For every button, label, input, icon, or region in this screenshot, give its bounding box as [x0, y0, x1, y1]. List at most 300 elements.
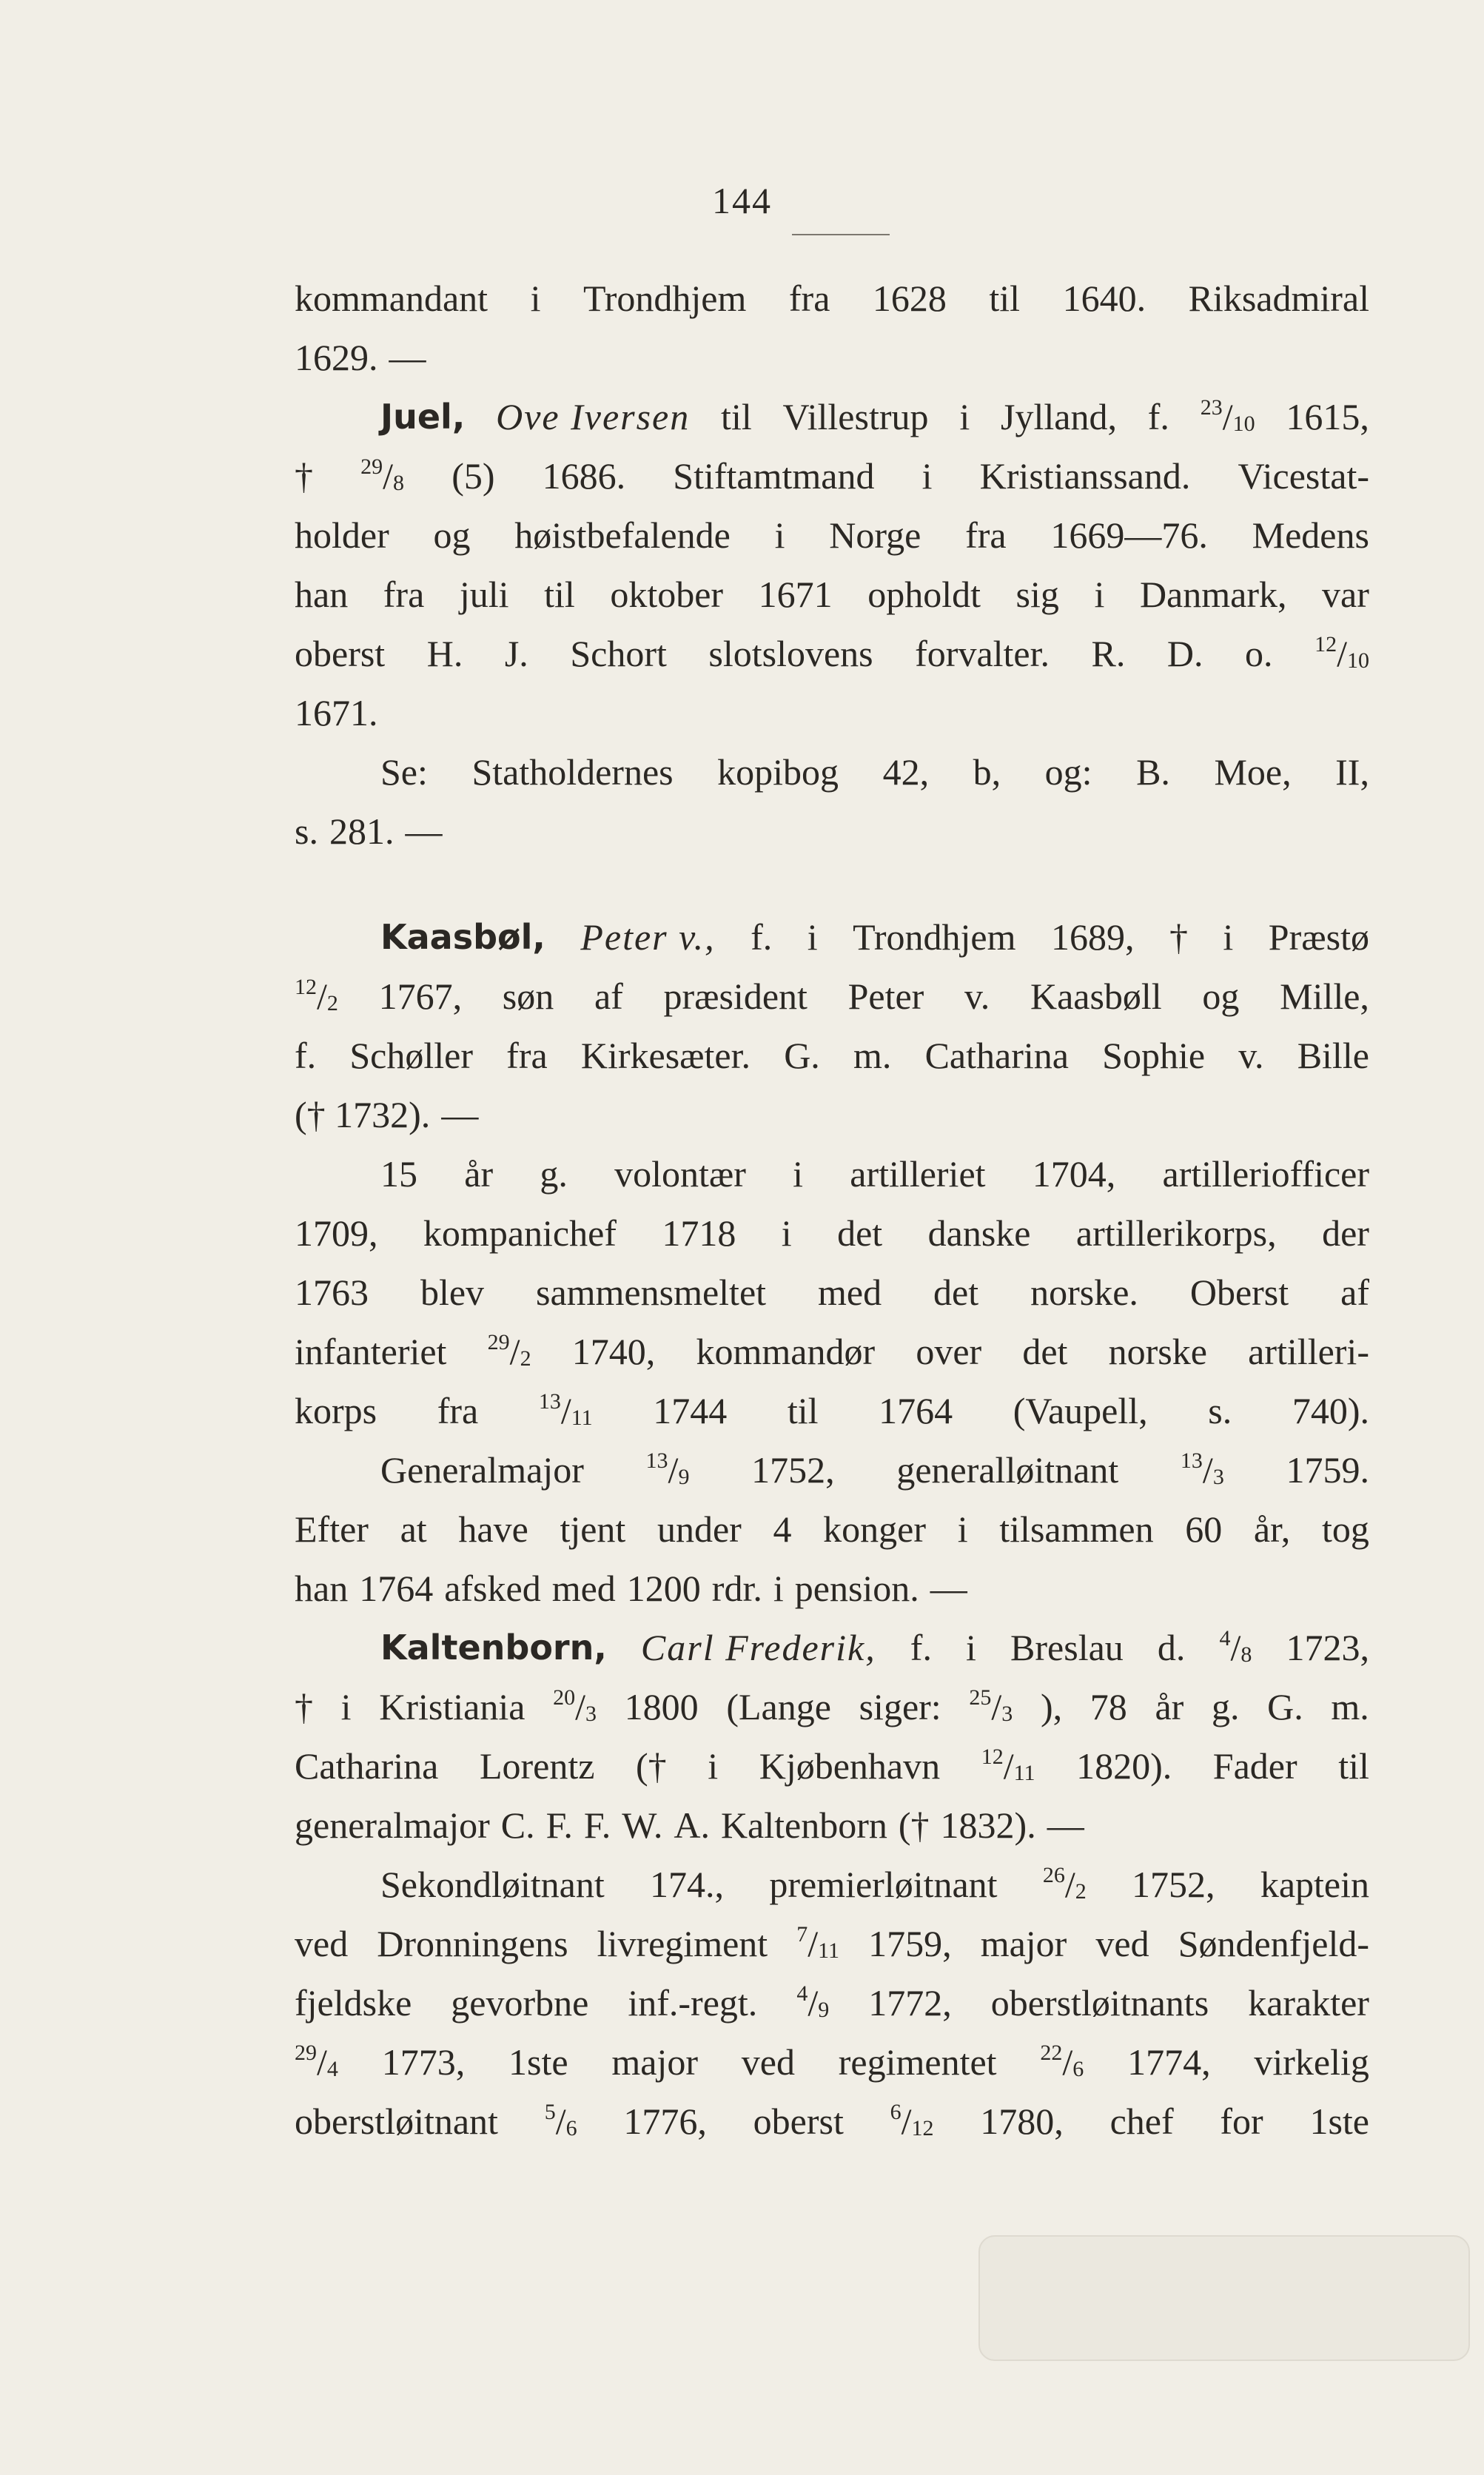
word: J. [504, 633, 528, 674]
word: han [295, 574, 349, 615]
word: 1800 [624, 1686, 699, 1727]
word: år, [1253, 1508, 1291, 1550]
word: år [464, 1153, 494, 1195]
word: inf.-regt. [628, 1982, 758, 2024]
word: artillerikorps, [1075, 1212, 1277, 1254]
date-fraction [1201, 387, 1255, 446]
text-line [295, 1796, 1369, 1855]
day-number: 6 [890, 2100, 902, 2124]
entry-given-name: Peter v., [580, 916, 716, 958]
entry-given-name: Ove Iversen [496, 396, 691, 437]
word: i [957, 1508, 968, 1550]
entry-surname: Kaltenborn, [380, 1628, 607, 1668]
word: Vicestat- [1238, 455, 1369, 497]
day-number: 20 [553, 1685, 576, 1710]
day-number: 25 [969, 1685, 992, 1710]
word: Schort [570, 633, 667, 674]
word: — [930, 1568, 967, 1609]
word: 78 [1090, 1686, 1127, 1727]
word: høistbefalende [514, 514, 731, 556]
month-number: 8 [1240, 1642, 1252, 1667]
word: C. [500, 1804, 535, 1846]
word: premierløitnant [769, 1864, 998, 1905]
text-line [295, 1618, 1369, 1677]
word: m. [1331, 1686, 1369, 1727]
word: († 1732). [295, 1094, 431, 1135]
word: under [657, 1508, 742, 1550]
word: sig [1015, 574, 1059, 615]
word: det [933, 1272, 979, 1313]
word: — [441, 1094, 479, 1135]
date-fraction [295, 2032, 338, 2092]
fraction-slash: / [1202, 1449, 1213, 1491]
word: 1671 [758, 574, 833, 615]
word: med [818, 1272, 882, 1313]
fraction-slash: / [555, 2100, 566, 2142]
word: — [389, 337, 426, 378]
word: infanteriet [295, 1331, 447, 1372]
word: major [980, 1923, 1067, 1964]
month-number: 3 [585, 1702, 597, 1726]
word: Kirkesæter. [580, 1035, 751, 1076]
fraction-slash: / [575, 1686, 585, 1727]
text-line [295, 1914, 1369, 1973]
word: Medens [1252, 514, 1369, 556]
date-fraction [1181, 1440, 1224, 1500]
word: kommandant [295, 278, 488, 319]
word: det [837, 1212, 883, 1254]
text-line [295, 1500, 1369, 1559]
word: pension. [794, 1568, 919, 1609]
word: af [594, 975, 623, 1017]
word: der [1322, 1212, 1369, 1254]
word: han [295, 1568, 349, 1609]
word: til [721, 396, 752, 437]
word: fra [965, 514, 1007, 556]
word: og [433, 514, 471, 556]
word: artilleriofficer [1162, 1153, 1369, 1195]
word: 1628 [872, 278, 947, 319]
fraction-slash: / [808, 1923, 819, 1964]
text-line [295, 2092, 1369, 2151]
fraction-slash: / [1230, 1627, 1241, 1668]
word: Catharina [924, 1035, 1069, 1076]
text-line [295, 1736, 1369, 1796]
day-number: 4 [796, 1981, 808, 2006]
text-line [295, 907, 1369, 967]
word: 1718 [662, 1212, 736, 1254]
fraction-slash: / [668, 1449, 679, 1491]
date-fraction [1315, 624, 1369, 683]
paper-stain [978, 2235, 1470, 2361]
word: Stiftamtmand [673, 455, 875, 497]
word: livregiment [597, 1923, 768, 1964]
text-line [295, 1440, 1369, 1500]
body-text [295, 269, 1369, 2151]
word: d. [1157, 1627, 1186, 1668]
text-line [295, 565, 1369, 624]
word: s. [295, 810, 318, 852]
text-line [295, 1026, 1369, 1085]
word: 60 [1185, 1508, 1223, 1550]
word: Kjøbenhavn [759, 1745, 941, 1787]
word: karakter [1248, 1982, 1369, 2024]
day-number: 4 [1219, 1626, 1231, 1650]
word: i [921, 455, 933, 497]
word: 1723, [1286, 1627, 1369, 1668]
fraction-slash: / [991, 1686, 1002, 1727]
word: kompanichef [423, 1212, 617, 1254]
day-number: 22 [1040, 2041, 1063, 2065]
word: fjeldske [295, 1982, 412, 2024]
text-line [295, 387, 1369, 446]
word: tjent [560, 1508, 626, 1550]
word: over [916, 1331, 982, 1372]
word: Villestrup [782, 396, 929, 437]
word: († [636, 1745, 667, 1787]
month-number: 9 [818, 1998, 830, 2022]
word: (Vaupell, [1013, 1390, 1148, 1431]
word: fra [437, 1390, 479, 1431]
word: præsident [663, 975, 808, 1017]
day-number: 26 [1042, 1863, 1065, 1887]
word: fra [383, 574, 425, 615]
word: gevorbne [451, 1982, 589, 2024]
fraction-slash: / [560, 1390, 571, 1431]
word: 1764 [359, 1568, 434, 1609]
word: 1780, [980, 2100, 1064, 2142]
text-line [295, 624, 1369, 683]
word: til [1338, 1745, 1369, 1787]
word: forvalter. [915, 633, 1050, 674]
word: ved [741, 2041, 795, 2083]
word: 1ste [508, 2041, 568, 2083]
word: i [807, 916, 818, 958]
word: 1689, [1050, 916, 1135, 958]
month-number: 12 [911, 2116, 934, 2140]
month-number: 10 [1346, 648, 1369, 673]
word: i [530, 278, 541, 319]
day-number: 13 [645, 1448, 668, 1473]
word: 174., [650, 1864, 725, 1905]
word: fra [506, 1035, 548, 1076]
word: Kristianssand. [979, 455, 1191, 497]
word: II, [1335, 751, 1369, 793]
word: generalmajor [295, 1804, 490, 1846]
word: 1686. [542, 455, 626, 497]
month-number: 6 [565, 2116, 577, 2140]
date-fraction [553, 1677, 597, 1736]
fraction-slash: / [509, 1331, 520, 1372]
word: 1640. [1062, 278, 1146, 319]
month-number: 6 [1072, 2057, 1084, 2081]
word: W. [622, 1804, 663, 1846]
word: Moe, [1214, 751, 1292, 793]
word: Generalmajor [380, 1449, 584, 1491]
word: 1774, [1127, 2041, 1211, 2083]
month-number: 8 [393, 471, 405, 495]
fraction-slash: / [317, 975, 327, 1017]
word: i [1223, 916, 1234, 958]
word: rdr. [711, 1568, 762, 1609]
word: 1709, [295, 1212, 378, 1254]
word: F. [583, 1804, 611, 1846]
text-line [295, 1677, 1369, 1736]
word: til [544, 574, 575, 615]
word: Riksadmiral [1188, 278, 1369, 319]
word: 4 [773, 1508, 792, 1550]
day-number: 29 [360, 454, 383, 479]
date-fraction [646, 1440, 690, 1500]
word: at [400, 1508, 427, 1550]
text-line [295, 1559, 1369, 1618]
word: 1615, [1286, 396, 1369, 437]
month-number: 3 [1001, 1702, 1013, 1726]
day-number: 29 [295, 2041, 317, 2065]
month-number: 2 [1075, 1879, 1087, 1904]
word: f. [910, 1627, 932, 1668]
text-line [295, 742, 1369, 802]
word: chef [1109, 2100, 1174, 2142]
text-line [295, 1085, 1369, 1144]
word: 1752, [751, 1449, 835, 1491]
month-number: 11 [818, 1938, 840, 1963]
text-line [295, 802, 1369, 861]
word: Breslau [1010, 1627, 1124, 1668]
word: † [295, 1686, 313, 1727]
day-number: 23 [1200, 395, 1223, 420]
word: oktober [610, 574, 724, 615]
word: holder [295, 514, 389, 556]
word: 1759. [1286, 1449, 1369, 1491]
word: v. [964, 975, 990, 1017]
date-fraction [796, 1973, 829, 2032]
month-number: 2 [326, 991, 338, 1015]
text-line [295, 1322, 1369, 1381]
word: ved [1095, 1923, 1149, 1964]
word: o. [1245, 633, 1273, 674]
text-line [295, 1263, 1369, 1322]
month-number: 11 [1013, 1761, 1035, 1785]
word: Danmark, [1139, 574, 1287, 615]
text-line [295, 1144, 1369, 1203]
word: norske. [1030, 1272, 1138, 1313]
word: oberst [295, 633, 386, 674]
word: 1773, [381, 2041, 466, 2083]
fraction-slash: / [808, 1982, 819, 2024]
word: 15 [380, 1153, 417, 1195]
word: 1704, [1032, 1153, 1116, 1195]
date-fraction [981, 1736, 1035, 1796]
word: danske [927, 1212, 1031, 1254]
day-number: 12 [1315, 632, 1337, 656]
word: i [959, 396, 970, 437]
word: og: [1044, 751, 1092, 793]
word: Norge [829, 514, 921, 556]
fraction-slash: / [383, 455, 394, 497]
word: G. [1267, 1686, 1303, 1727]
word: Peter [847, 975, 924, 1017]
word: volontær [614, 1153, 746, 1195]
word: (Lange [726, 1686, 831, 1727]
word: sammensmeltet [536, 1272, 767, 1313]
word: regimentet [838, 2041, 997, 2083]
word: Schøller [349, 1035, 473, 1076]
word: Kaasbøll [1030, 975, 1162, 1017]
word: artilleri- [1248, 1331, 1369, 1372]
word: korps [295, 1390, 377, 1431]
word: B. [1136, 751, 1170, 793]
word: til [787, 1390, 819, 1431]
fraction-slash: / [1064, 1864, 1075, 1905]
word: 1776, [623, 2100, 707, 2142]
word: blev [420, 1272, 485, 1313]
word: i [340, 1686, 352, 1727]
word: tog [1321, 1508, 1369, 1550]
word: søn [502, 975, 554, 1017]
word: 1740, [571, 1331, 656, 1372]
word: Trondhjem [582, 278, 747, 319]
word: slotslovens [708, 633, 873, 674]
day-number: 7 [796, 1922, 808, 1947]
word: 1744 [653, 1390, 728, 1431]
day-number: 5 [544, 2100, 556, 2124]
word: v. [1238, 1035, 1264, 1076]
page-number-rule [792, 234, 890, 235]
text-line [295, 446, 1369, 506]
date-fraction [969, 1677, 1013, 1736]
month-number: 11 [571, 1406, 593, 1430]
word: 1764 [879, 1390, 953, 1431]
word: 740). [1292, 1390, 1369, 1431]
word: Søndenfjeld- [1178, 1923, 1369, 1964]
word: 1669—76. [1050, 514, 1208, 556]
word: juli [459, 574, 509, 615]
word: Dronningens [377, 1923, 568, 1964]
word: fra [788, 278, 830, 319]
word: konger [823, 1508, 927, 1550]
fraction-slash: / [317, 2041, 327, 2083]
word: kopibog [717, 751, 839, 793]
word: H. [426, 633, 463, 674]
word: 1ste [1309, 2100, 1369, 2142]
word: 281. [329, 810, 394, 852]
word: oberstløitnants [990, 1982, 1209, 2024]
word: 1772, [868, 1982, 952, 2024]
word: 42, [882, 751, 930, 793]
day-number: 29 [487, 1330, 510, 1354]
word: Se: [380, 751, 428, 793]
word: († [898, 1804, 930, 1846]
month-number: 10 [1232, 412, 1255, 436]
word: opholdt [867, 574, 981, 615]
word: år [1155, 1686, 1184, 1727]
fraction-slash: / [901, 2100, 912, 2142]
word: Statholdernes [471, 751, 674, 793]
word: ved [295, 1923, 349, 1964]
word: Præstø [1268, 916, 1369, 958]
word: Mille, [1280, 975, 1369, 1017]
date-fraction [796, 1914, 839, 1973]
word: Fader [1212, 1745, 1297, 1787]
entry-surname: Juel, [380, 397, 466, 437]
word: — [405, 810, 443, 852]
word: 1832). [940, 1804, 1036, 1846]
day-number: 13 [538, 1389, 561, 1414]
date-fraction [545, 2092, 577, 2151]
word: have [458, 1508, 528, 1550]
word: tilsammen [999, 1508, 1154, 1550]
word: afsked [444, 1568, 541, 1609]
date-fraction [360, 446, 404, 506]
word: kaptein [1260, 1864, 1369, 1905]
word: Trondhjem [853, 916, 1016, 958]
text-line [295, 967, 1369, 1026]
fraction-slash: / [1337, 633, 1347, 674]
word: 1763 [295, 1272, 369, 1313]
word: 1820). [1076, 1745, 1172, 1787]
text-line [295, 1973, 1369, 2032]
word: artilleriet [850, 1153, 986, 1195]
text-line [295, 1381, 1369, 1440]
month-number: 2 [520, 1346, 531, 1371]
word: ), [1040, 1686, 1063, 1727]
text-line [295, 328, 1369, 387]
fraction-slash: / [1003, 1745, 1014, 1787]
word: D. [1166, 633, 1203, 674]
word: A. [674, 1804, 710, 1846]
page-number: 144 [712, 180, 772, 221]
word: og [1202, 975, 1240, 1017]
word: 1767, [378, 975, 463, 1017]
word: Kaltenborn [720, 1804, 887, 1846]
word: for [1220, 2100, 1263, 2142]
day-number: 12 [981, 1744, 1004, 1769]
date-fraction [1043, 1855, 1087, 1914]
word: i [708, 1745, 719, 1787]
word: af [1340, 1272, 1369, 1313]
word: i [966, 1627, 976, 1668]
word: major [611, 2041, 698, 2083]
word: b, [973, 751, 1001, 793]
word: R. [1091, 633, 1126, 674]
date-fraction [488, 1322, 531, 1381]
date-fraction [1219, 1618, 1252, 1677]
word: Bille [1297, 1035, 1369, 1076]
word: med [551, 1568, 616, 1609]
word: Sophie [1102, 1035, 1206, 1076]
fraction-slash: / [1062, 2041, 1073, 2083]
date-fraction [295, 967, 338, 1026]
month-number: 4 [326, 2057, 338, 2081]
word: i [781, 1212, 792, 1254]
date-fraction [539, 1381, 593, 1440]
entry-given-name: Carl Frederik, [640, 1627, 876, 1668]
word: g. [1211, 1686, 1240, 1727]
word: m. [853, 1035, 892, 1076]
word: 1671. [295, 692, 378, 733]
text-line [295, 269, 1369, 328]
word: oberst [753, 2100, 844, 2142]
word: (5) [451, 455, 495, 497]
entry-surname: Kaasbøl, [380, 917, 545, 957]
word: Lorentz [479, 1745, 595, 1787]
date-fraction [1040, 2032, 1084, 2092]
word: i [773, 1568, 784, 1609]
word: Oberst [1189, 1272, 1289, 1313]
word: f. [1147, 396, 1169, 437]
word: † [295, 455, 313, 497]
